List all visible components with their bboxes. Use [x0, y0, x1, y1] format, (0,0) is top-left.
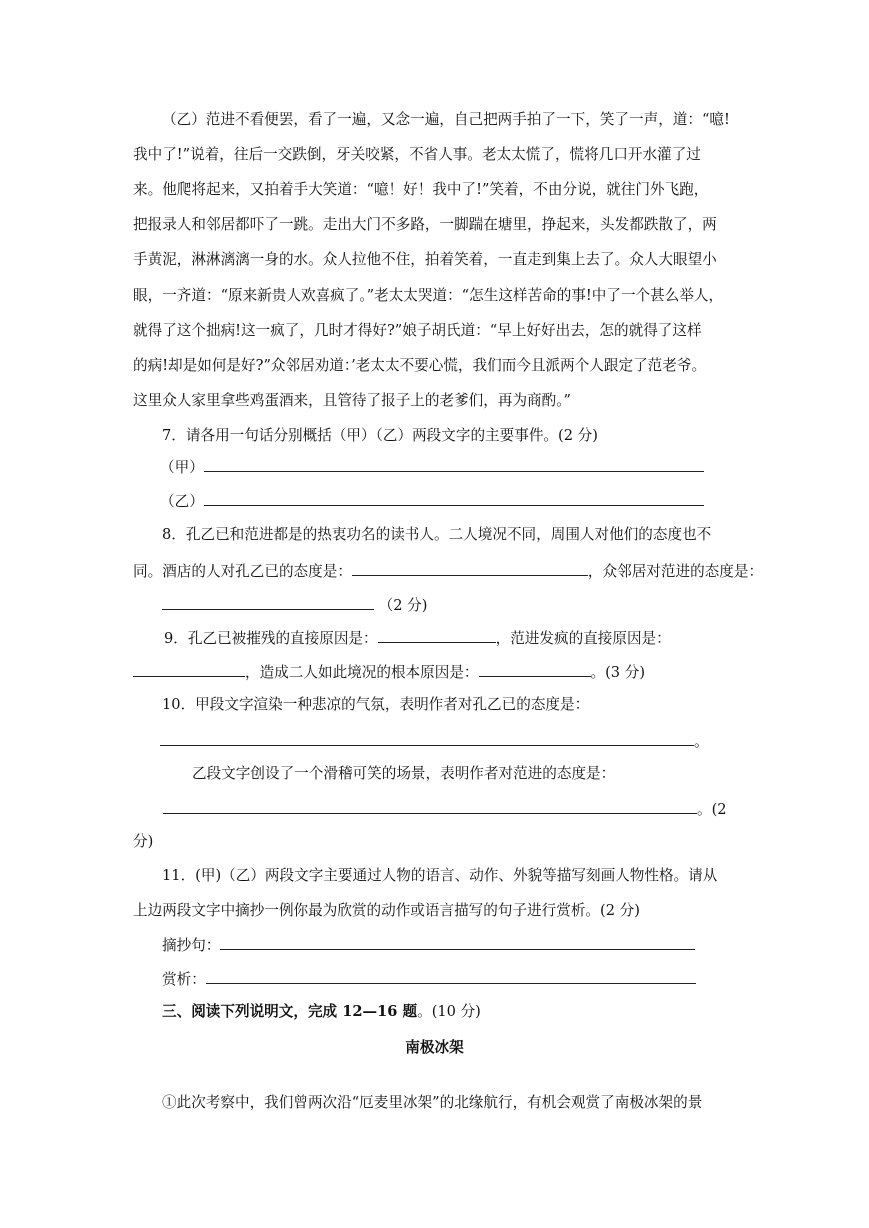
q10-blank-2[interactable] [163, 798, 697, 814]
q10-end-2: 。(2 [697, 801, 727, 818]
section-3-heading-tail: 。(10 分) [417, 1003, 481, 1020]
q9-text-d: 。(3 分) [590, 664, 646, 681]
q7-answer-a-blank[interactable] [204, 456, 704, 472]
passage-yi-line-7: 就得了这个拙病!这一疯了，几时才得好?”娘子胡氏道：“早上好好出去，怎的就得了这样 [133, 322, 702, 339]
question-8-line-1: 8．孔乙已和范进都是的热衷功名的读书人。二人境况不同，周围人对他们的态度也不 [162, 526, 712, 543]
q9-text-a: 9．孔乙已被摧残的直接原因是： [164, 630, 378, 647]
q10-end-1: 。 [694, 733, 709, 750]
passage-yi-line-9: 这里众人家里拿些鸡蛋酒来，且管待了报子上的老爹们，再为商酌。” [133, 392, 571, 409]
q8-blank-kong[interactable] [352, 560, 588, 576]
q9-blank-3[interactable] [479, 661, 591, 677]
q11-analysis-blank[interactable] [206, 968, 696, 984]
question-8-line-2 [133, 560, 764, 582]
section-3-heading-bold: 三、阅读下列说明文，完成 12—16 题 [162, 1003, 418, 1020]
q8-text-a: 同。酒店的人对孔乙已的态度是： [133, 563, 352, 580]
passage-yi-line-2: 我中了!”说着，往后一交跌倒，牙关咬紧，不省人事。老太太慌了，慌将几口开水灌了过 [133, 146, 701, 163]
q9-blank-1[interactable] [378, 627, 496, 643]
q9-text-c: ，造成二人如此境况的根本原因是： [245, 664, 479, 681]
q11-analysis-label: 赏析： [162, 971, 206, 988]
article-title: 南极冰架 [405, 1039, 464, 1056]
question-9-line-1 [164, 627, 774, 649]
q7-answer-a-label: （甲） [160, 459, 204, 476]
passage-yi-line-3: 来。他爬将起来，又拍着手大笑道：“噫！好！我中了!”笑着，不由分说，就往门外飞跑， [133, 181, 709, 198]
question-10-line-1: 10．甲段文字渲染一种悲凉的气氛，表明作者对孔乙已的态度是： [162, 696, 590, 713]
q7-answer-b-label: （乙） [160, 493, 204, 510]
q11-copy-row [162, 934, 772, 956]
q10-answer-2 [163, 798, 773, 820]
question-7: 7．请各用一句话分别概括（甲）（乙）两段文字的主要事件。(2 分) [162, 427, 598, 444]
passage-yi-line-8: 的病!却是如何是好?”众邻居劝道：’老太太不要心慌，我们而今且派两个人跟定了范老爷。 [133, 357, 707, 374]
q7-answer-b [160, 490, 770, 512]
q8-blank-fan[interactable] [162, 594, 374, 610]
passage-yi-line-1: （乙）范进不看便罢，看了一遍，又念一遍，自己把两手拍了一下，笑了一声，道：“噫! [162, 111, 730, 128]
q10-answer-1 [160, 730, 770, 752]
q11-analysis-row [162, 968, 772, 990]
q11-copy-label: 摘抄句： [162, 937, 221, 954]
passage-yi-line-6: 眼，一齐道：“原来新贵人欢喜疯了。”老太太哭道：“怎生这样苦命的事!中了一个甚么举人， [133, 287, 724, 304]
q7-answer-a [160, 456, 770, 478]
q10-blank-1[interactable] [160, 730, 694, 746]
question-10-line-3: 分) [133, 833, 154, 850]
question-8-line-3 [162, 594, 772, 616]
question-9-line-2 [133, 661, 743, 683]
section-3-heading [162, 1002, 772, 1022]
q7-answer-b-blank[interactable] [204, 490, 704, 506]
question-11-line-2: 上边两段文字中摘抄一例你最为欣赏的动作或语言描写的句子进行赏析。(2 分) [133, 902, 640, 919]
q8-text-b: ，众邻居对范进的态度是： [587, 563, 764, 580]
article-paragraph-1: ①此次考察中，我们曾两次沿“厄麦里冰架”的北缘航行，有机会观赏了南极冰架的景 [162, 1094, 703, 1111]
q9-blank-2[interactable] [133, 661, 245, 677]
passage-yi-line-4: 把报录人和邻居都吓了一跳。走出大门不多路，一脚踹在塘里，挣起来，头发都跌散了，两 [133, 216, 717, 233]
passage-yi-line-5: 手黄泥，淋淋漓漓一身的水。众人拉他不住，拍着笑着，一直走到集上去了。众人大眼望小 [133, 251, 717, 268]
question-10-line-2: 乙段文字创设了一个滑稽可笑的场景，表明作者对范进的态度是： [192, 765, 616, 782]
q11-copy-blank[interactable] [220, 934, 695, 950]
q8-score: （2 分) [378, 597, 428, 614]
question-11-line-1: 11．(甲)（乙）两段文字主要通过人物的语言、动作、外貌等描写刻画人物性格。请从 [162, 867, 718, 884]
q9-text-b: ，范进发疯的直接原因是： [495, 630, 671, 647]
